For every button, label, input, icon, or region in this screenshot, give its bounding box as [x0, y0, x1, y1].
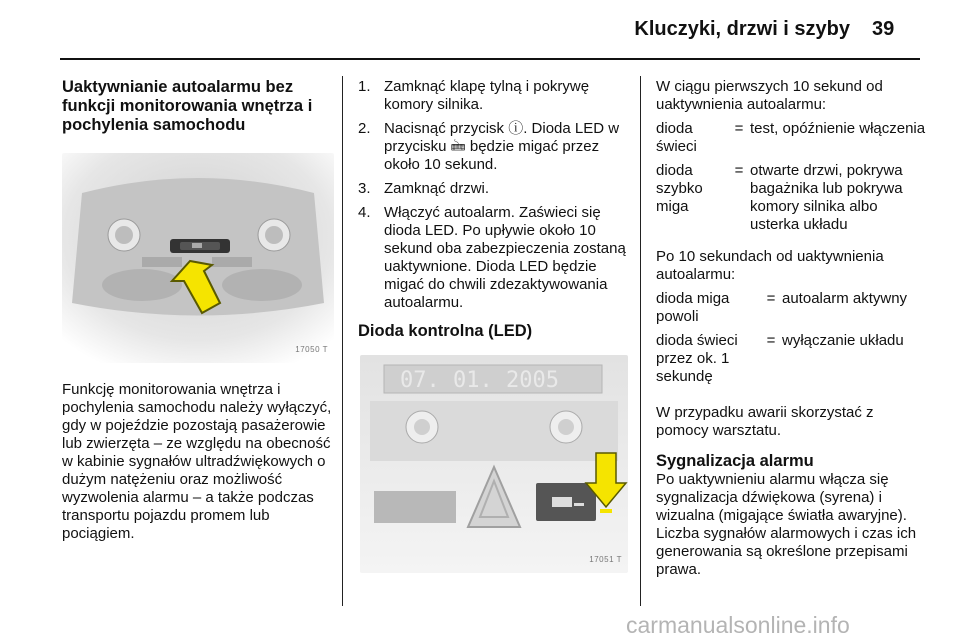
led-status-table-1: [656, 120, 926, 240]
step-number: 2.: [358, 120, 371, 137]
step-text: Włączyć autoalarm. Zaświeci się dioda LED. Po upływie około 10 sekund oba zabezpieczenia zostaną uaktywnione. Dioda LED będzie migać do chwili zdezaktywowania autoalarmu.: [384, 204, 626, 311]
table-row: [656, 162, 926, 240]
column-divider-2: [640, 76, 641, 606]
step-item: [358, 78, 626, 114]
step-number: 1.: [358, 78, 371, 95]
section-heading-alarm-signal: Sygnalizacja alarmu: [656, 452, 814, 470]
column-divider-1: [342, 76, 343, 606]
intro-first-10s: W ciągu pierwszych 10 sekund od uaktywnienia autoalarmu:: [656, 78, 883, 113]
led-status-table-2: [656, 290, 926, 392]
image-code: 17051 T: [589, 555, 622, 564]
watermark: carmanualsonline.info: [626, 612, 850, 638]
step-item: [358, 120, 626, 174]
table-row: [656, 120, 926, 162]
intro-after-10s: Po 10 sekundach od uaktywnienia autoalarmu:: [656, 248, 884, 283]
column-3: [656, 78, 926, 579]
steps-list: [358, 78, 626, 312]
monitoring-paragraph: Funkcję monitorowania wnętrza i pochylenia samochodu należy wyłączyć, gdy w pojeździe pozostają pasażerowie lub zwierzęta – ze względu na obecność w kabinie sygnałów ultradźwiękowych o dużym natężeniu oraz możliwość wyzwolenia alarmu – a także podczas transportu pojazdu promem lub pociągiem.: [62, 381, 332, 542]
clock-display-text: 07. 01. 2005: [400, 368, 559, 393]
step-item: [358, 204, 626, 312]
table-eq: =: [766, 290, 776, 307]
ceiling-console-illustration: [62, 153, 334, 363]
table-row: [656, 332, 926, 392]
table-eq: =: [734, 120, 744, 137]
dashboard-led-illustration: [360, 355, 628, 573]
page-number: 39: [872, 18, 895, 40]
section-heading-activation: Uaktywnianie autoalarmu bez funkcji monitorowania wnętrza i pochylenia samochodu: [62, 78, 313, 134]
table-row: [656, 290, 926, 332]
table-term: dioda szybko miga: [656, 162, 703, 215]
ceiling-console-svg: [62, 153, 334, 363]
table-desc: test, opóźnienie włączenia: [750, 120, 926, 137]
step-text: Zamknąć drzwi.: [384, 180, 490, 197]
header-rule: [60, 58, 920, 60]
table-desc: autoalarm aktywny: [782, 290, 908, 307]
step-number: 3.: [358, 180, 371, 197]
table-desc: otwarte drzwi, pokrywa bagażnika lub pokrywa komory silnika albo usterka układu: [750, 162, 903, 233]
step-number: 4.: [358, 204, 371, 221]
table-eq: =: [766, 332, 776, 349]
table-term: dioda świeci: [656, 120, 697, 155]
table-term: dioda miga powoli: [656, 290, 730, 325]
column-2: [358, 78, 626, 573]
step-text: Zamknąć klapę tylną i pokrywę komory silnika.: [384, 78, 590, 113]
table-desc: wyłączanie układu: [782, 332, 904, 349]
alarm-signal-paragraph: Po uaktywnieniu alarmu włącza się sygnalizacja dźwiękowa (syrena) i wizualna (migające światła awaryjne). Liczba sygnałów alarmowych i czas ich generowania są określone przepisami prawa.: [656, 471, 917, 578]
table-eq: =: [734, 162, 744, 179]
column-1: [62, 78, 332, 543]
page-title: Kluczyki, drzwi i szyby: [634, 18, 850, 40]
failure-note: W przypadku awarii skorzystać z pomocy warsztatu.: [656, 404, 874, 439]
dashboard-led-svg: [360, 355, 628, 573]
section-heading-led: Dioda kontrolna (LED): [358, 322, 533, 340]
step-item: [358, 180, 626, 198]
step-text: Nacisnąć przycisk ⓘ. Dioda LED w przycisku 🖮 będzie migać przez około 10 sekund.: [384, 120, 620, 173]
table-term: dioda świeci przez ok. 1 sekundę: [656, 332, 738, 385]
image-code: 17050 T: [295, 345, 328, 354]
